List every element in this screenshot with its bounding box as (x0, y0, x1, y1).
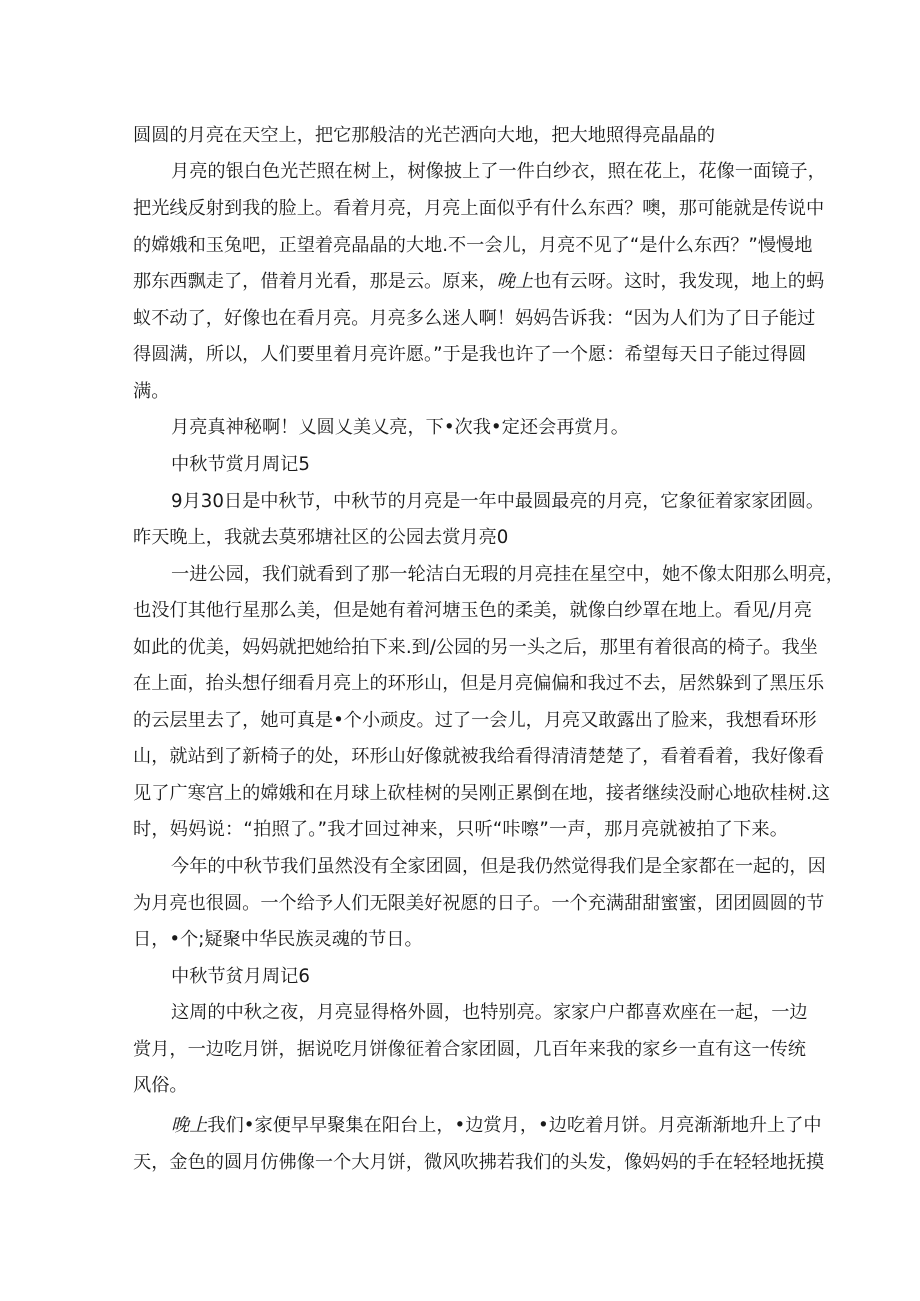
section-heading: 中秋节贫月周记6 (171, 966, 310, 987)
text-run-italic: 晚上 (171, 1115, 208, 1136)
text-line: 把光线反射到我的脸上。看着月亮，月亮上面似乎有什么东西？噢，那可能就是传说中 (133, 198, 825, 219)
text-line: 蚁不动了，好像也在看月亮。月亮多么迷人啊！妈妈告诉我：“因为人们为了日子能过 (133, 308, 816, 329)
text-line (133, 266, 825, 298)
text-line: 山，就站到了新椅子的处，环形山好像就被我给看得清清楚楚了，看着看着，我好像看 (133, 746, 825, 767)
text-line: 赏月，一边吃月饼，据说吃月饼像征着合家团圆，几百年来我的家乡一直有这一传统 (133, 1039, 806, 1060)
text-line: 为月亮也很圆。一个给予人们无限美好祝愿的日子。一个充满甜甜蜜蜜，团团圆圆的节 (133, 893, 825, 914)
text-line: 天，金色的圆月仿佛像一个大月饼，微风吹拂若我们的头发，像妈妈的手在轻轻地抚摸 (133, 1152, 825, 1173)
text-line: 月亮的银白色光芒照在树上，树像披上了一件白纱衣，照在花上，花像一面镜子， (171, 161, 826, 182)
text-line: 的云层里去了，她可真是•个小顽皮。过了一会儿，月亮又敢露出了脸来，我想看环形 (133, 710, 817, 731)
section-heading: 中秋节赏月周记5 (171, 454, 310, 475)
text-line: 如此的优美，妈妈就把她给拍下来.到/公园的另一头之后，那里有着很高的椅子。我坐 (133, 637, 818, 658)
text-line: 时，妈妈说：“拍照了。”我才回过神来，只听“咔嚓”一声，那月亮就被拍了下来。 (133, 819, 788, 840)
text-line: 风俗。 (133, 1075, 188, 1096)
text-line: 日，•个;疑聚中华民族灵魂的节日。 (133, 929, 423, 950)
text-line: 的嫦娥和玉兔吧，正望着亮晶晶的大地.不一会儿，月亮不见了“是什么东西？”慢慢地 (133, 235, 813, 256)
text-line: 月亮真神秘啊！乂圆乂美乂亮，下•次我•定还会再赏月。 (171, 417, 629, 438)
text-line: 9月30日是中秋节，中秋节的月亮是一年中最圆最亮的月亮，它象征着家家团圆。 (171, 491, 825, 512)
text-line: 在上面，抬头想仔细看月亮上的环形山，但是月亮偏偏和我过不去，居然躲到了黑压乐 (133, 673, 825, 694)
text-run: 也有云呀。这时，我发现，地上的蚂 (533, 271, 825, 292)
text-line: 得圆满，所以，人们要里着月亮许愿。”于是我也许了一个愿：希望每天日子能过得圆 (133, 344, 807, 365)
text-line: 见了广寒宫上的嫦娥和在月球上砍桂树的吴刚正累倒在地，接者继续没耐心地砍桂树.这 (133, 783, 830, 804)
text-line: 今年的中秋节我们虽然没有全家团圆，但是我仍然觉得我们是全家都在一起的，因 (171, 856, 826, 877)
text-run-italic: 晚上 (496, 271, 534, 292)
text-line: 也没仃其他行星那么美，但是她有着河塘玉色的柔美，就像白纱罩在地上。看见/月亮 (133, 600, 813, 621)
text-line: 圆圆的月亮在天空上，把它那般洁的光芒洒向大地，把大地照得亮晶晶的 (133, 125, 716, 146)
text-line: 一进公园，我们就看到了那一轮洁白无瑕的月亮挂在星空中，她不像太阳那么明亮， (171, 564, 844, 585)
text-line: 满。 (133, 381, 170, 402)
text-line: 昨天晚上，我就去莫邪塘社区的公园去赏月亮0 (133, 527, 509, 548)
text-run: 那东西飘走了，借着月光看，那是云。原来， (133, 271, 497, 292)
text-line (133, 1110, 822, 1142)
text-line: 这周的中秋之夜，月亮显得格外圆，也特别亮。家家户户都喜欢座在一起，一边 (171, 1002, 808, 1023)
text-run: 我们•家便早早聚集在阳台上，•边赏月，•边吃着月饼。月亮渐渐地升上了中 (207, 1115, 822, 1136)
